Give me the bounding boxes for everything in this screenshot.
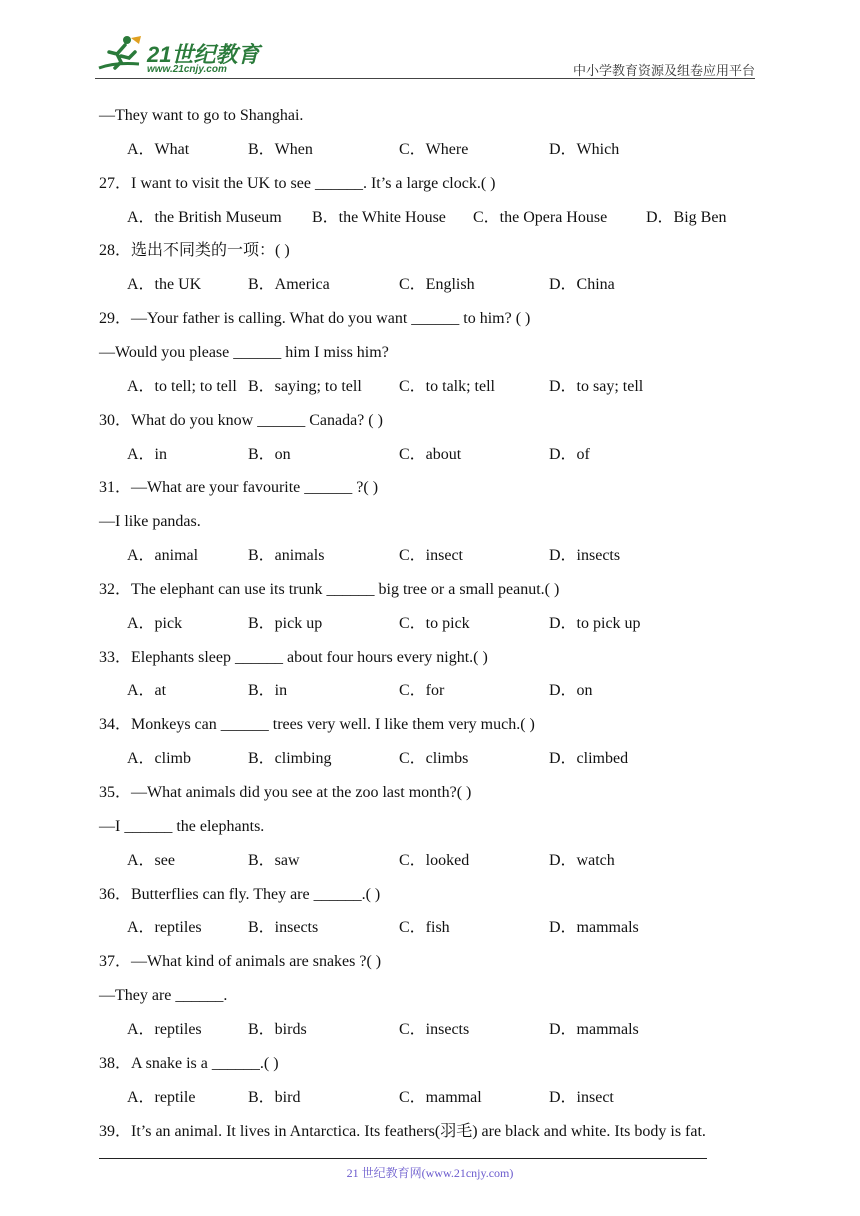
option-a[interactable]: A．pick bbox=[127, 615, 183, 632]
option-a[interactable]: A．reptile bbox=[127, 1089, 196, 1106]
option-a[interactable]: A．reptiles bbox=[127, 1021, 202, 1038]
answer-options bbox=[127, 275, 767, 295]
option-c[interactable]: C．fish bbox=[399, 919, 450, 936]
option-d[interactable]: D．mammals bbox=[549, 919, 639, 936]
question-text: 34．Monkeys can ______ trees very well. I like them very much.( ) bbox=[99, 716, 535, 733]
option-c[interactable]: C．to talk; tell bbox=[399, 378, 495, 395]
question-text: 30．What do you know ______ Canada? ( ) bbox=[99, 412, 383, 429]
option-a[interactable]: A．in bbox=[127, 446, 168, 463]
question-text: 35．—What animals did you see at the zoo last month?( ) bbox=[99, 784, 472, 801]
question-text: 36．Butterflies can fly. They are ______.( ) bbox=[99, 886, 381, 903]
footer-divider bbox=[99, 1158, 707, 1159]
option-b[interactable]: B．the White House bbox=[312, 209, 446, 226]
option-c[interactable]: C．to pick bbox=[399, 615, 470, 632]
option-d[interactable]: D．insects bbox=[549, 547, 621, 564]
option-c[interactable]: C．climbs bbox=[399, 750, 469, 767]
question-text: —They want to go to Shanghai. bbox=[99, 107, 304, 124]
question-text: 29．—Your father is calling. What do you want ______ to him? ( ) bbox=[99, 310, 531, 327]
answer-options bbox=[127, 140, 767, 160]
option-b[interactable]: B．America bbox=[248, 276, 330, 293]
option-d[interactable]: D．on bbox=[549, 682, 593, 699]
header-divider bbox=[95, 78, 755, 79]
option-b[interactable]: B．pick up bbox=[248, 615, 323, 632]
option-c[interactable]: C．looked bbox=[399, 852, 470, 869]
option-d[interactable]: D．of bbox=[549, 446, 590, 463]
question-text: —I ______ the elephants. bbox=[99, 818, 265, 835]
option-d[interactable]: D．Which bbox=[549, 141, 620, 158]
footer-text: 21 世纪教育网(www.21cnjy.com) bbox=[346, 1166, 514, 1180]
option-c[interactable]: C．about bbox=[399, 446, 462, 463]
option-d[interactable]: D．to pick up bbox=[549, 615, 641, 632]
logo-url: www.21cnjy.com bbox=[147, 64, 227, 75]
option-c[interactable]: C．English bbox=[399, 276, 475, 293]
option-c[interactable]: C．insects bbox=[399, 1021, 470, 1038]
question-text: 31．—What are your favourite ______ ?( ) bbox=[99, 479, 379, 496]
runner-logo-icon bbox=[95, 34, 147, 74]
question-text: —They are ______. bbox=[99, 987, 228, 1004]
answer-options bbox=[127, 377, 767, 397]
option-d[interactable]: D．China bbox=[549, 276, 615, 293]
option-d[interactable]: D．Big Ben bbox=[646, 209, 727, 226]
option-a[interactable]: A．the British Museum bbox=[127, 209, 282, 226]
option-b[interactable]: B．animals bbox=[248, 547, 325, 564]
option-c[interactable]: C．the Opera House bbox=[473, 209, 608, 226]
question-text: 33．Elephants sleep ______ about four hours every night.( ) bbox=[99, 649, 488, 666]
option-b[interactable]: B．insects bbox=[248, 919, 319, 936]
option-b[interactable]: B．birds bbox=[248, 1021, 307, 1038]
option-b[interactable]: B．climbing bbox=[248, 750, 332, 767]
option-c[interactable]: C．insect bbox=[399, 547, 463, 564]
option-a[interactable]: A．animal bbox=[127, 547, 199, 564]
option-b[interactable]: B．in bbox=[248, 682, 288, 699]
question-text: 39．It’s an animal. It lives in Antarctica. Its feathers(羽毛) are black and white. Its body is fat. bbox=[99, 1123, 706, 1140]
answer-options bbox=[127, 1088, 767, 1108]
option-d[interactable]: D．to say; tell bbox=[549, 378, 644, 395]
question-text: 27．I want to visit the UK to see ______. It’s a large clock.( ) bbox=[99, 175, 496, 192]
option-a[interactable]: A．the UK bbox=[127, 276, 202, 293]
answer-options bbox=[127, 614, 767, 634]
option-b[interactable]: B．When bbox=[248, 141, 313, 158]
answer-options bbox=[127, 546, 767, 566]
question-text: —I like pandas. bbox=[99, 513, 201, 530]
question-text: 28．选出不同类的一项：( ) bbox=[99, 242, 290, 259]
question-text: —Would you please ______ him I miss him? bbox=[99, 344, 389, 361]
answer-options bbox=[127, 918, 767, 938]
option-b[interactable]: B．on bbox=[248, 446, 291, 463]
answer-options bbox=[127, 851, 767, 871]
question-text: 38．A snake is a ______.( ) bbox=[99, 1055, 279, 1072]
option-d[interactable]: D．climbed bbox=[549, 750, 629, 767]
option-a[interactable]: A．to tell; to tell bbox=[127, 378, 237, 395]
page-header bbox=[95, 30, 755, 78]
answer-options bbox=[127, 681, 767, 701]
option-d[interactable]: D．insect bbox=[549, 1089, 614, 1106]
option-c[interactable]: C．mammal bbox=[399, 1089, 482, 1106]
option-a[interactable]: A．reptiles bbox=[127, 919, 202, 936]
option-a[interactable]: A．climb bbox=[127, 750, 191, 767]
option-c[interactable]: C．Where bbox=[399, 141, 469, 158]
site-logo bbox=[95, 34, 265, 74]
answer-options bbox=[127, 1020, 767, 1040]
answer-options bbox=[127, 749, 767, 769]
option-c[interactable]: C．for bbox=[399, 682, 445, 699]
answer-options bbox=[127, 445, 767, 465]
option-d[interactable]: D．mammals bbox=[549, 1021, 639, 1038]
option-d[interactable]: D．watch bbox=[549, 852, 615, 869]
logo-text: 21世纪教育 bbox=[147, 42, 260, 67]
option-a[interactable]: A．at bbox=[127, 682, 167, 699]
option-a[interactable]: A．see bbox=[127, 852, 175, 869]
question-text: 37．—What kind of animals are snakes ?( ) bbox=[99, 953, 382, 970]
answer-options bbox=[127, 208, 767, 228]
option-a[interactable]: A．What bbox=[127, 141, 190, 158]
option-b[interactable]: B．bird bbox=[248, 1089, 301, 1106]
option-b[interactable]: B．saw bbox=[248, 852, 300, 869]
option-b[interactable]: B．saying; to tell bbox=[248, 378, 362, 395]
question-text: 32．The elephant can use its trunk ______ big tree or a small peanut.( ) bbox=[99, 581, 560, 598]
header-tagline: 中小学教育资源及组卷应用平台 bbox=[572, 64, 755, 79]
